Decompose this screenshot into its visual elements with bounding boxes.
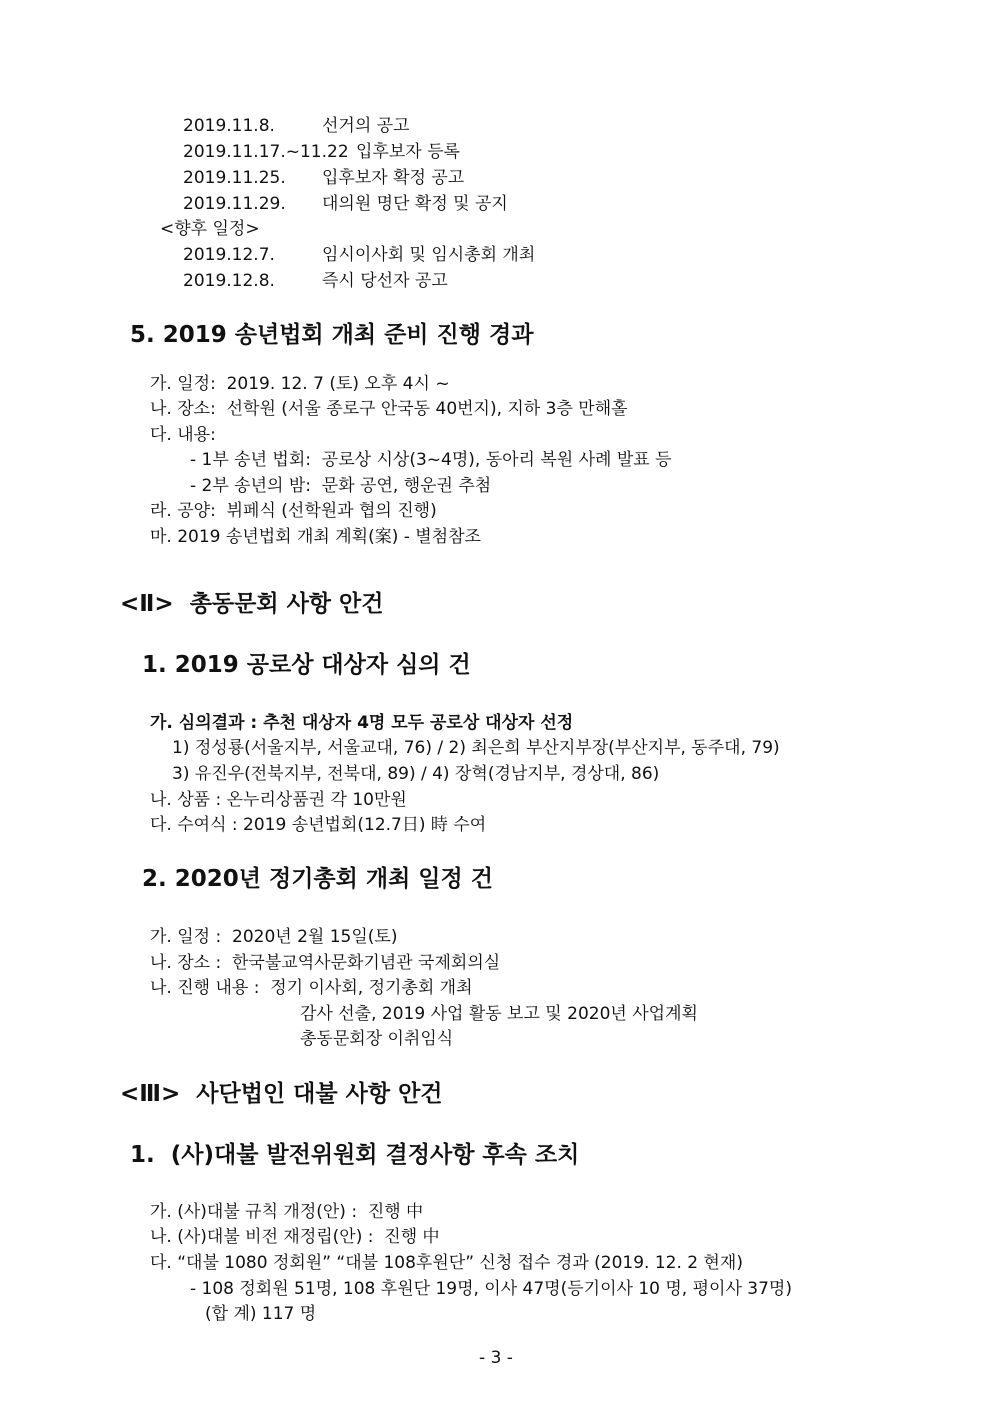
list-item: 나. (사)대불 비전 재정립(안) : 진행 中 (150, 1227, 440, 1247)
schedule-date: 2019.11.17.~11.22 (183, 142, 349, 162)
list-item: 나. 진행 내용 : 정기 이사회, 정기총회 개최 (150, 978, 473, 998)
list-item: 마. 2019 송년법회 개최 계획(案) - 별첨참조 (150, 527, 481, 547)
list-item: 나. 상품 : 온누리상품권 각 10만원 (150, 790, 407, 810)
schedule-desc: 선거의 공고 (322, 116, 410, 136)
list-item: 라. 공양: 뷔페식 (선학원과 협의 진행) (150, 501, 437, 521)
list-subitem: (합 계) 117 명 (205, 1304, 317, 1324)
list-item: 다. “대불 1080 정회원” “대불 108후원단” 신청 접수 경과 (2019. 12. 2 현재) (150, 1253, 743, 1273)
schedule-desc: 즉시 당선자 공고 (322, 271, 448, 291)
schedule-desc: 대의원 명단 확정 및 공지 (322, 194, 508, 214)
schedule-date: 2019.11.29. (183, 194, 286, 214)
section-heading: 2. 2020년 정기총회 개최 일정 건 (142, 866, 493, 892)
list-subitem: 1) 정성룡(서울지부, 서울교대, 76) / 2) 최은희 부산지부장(부산지부, 동주대, 79) (172, 738, 780, 758)
list-item: 다. 내용: (150, 425, 216, 445)
part-heading: <Ⅲ> 사단법인 대불 사항 안건 (120, 1081, 443, 1107)
part-heading: <Ⅱ> 총동문회 사항 안건 (120, 591, 384, 617)
list-subitem: - 1부 송년 법회: 공로상 시상(3~4명), 동아리 복원 사례 발표 등 (190, 450, 672, 470)
list-subitem: 총동문회장 이취임식 (300, 1029, 454, 1049)
schedule-date: 2019.12.8. (183, 271, 275, 291)
future-schedule-label: <향후 일정> (160, 219, 260, 239)
schedule-date: 2019.11.8. (183, 116, 275, 136)
list-item: 가. 일정 : 2020년 2월 15일(토) (150, 927, 398, 947)
schedule-desc: 임시이사회 및 임시총회 개최 (322, 245, 536, 265)
list-item: 다. 수여식 : 2019 송년법회(12.7日) 時 수여 (150, 815, 487, 835)
list-item: 가. (사)대불 규칙 개정(안) : 진행 中 (150, 1202, 424, 1222)
section-heading: 1. (사)대불 발전위원회 결정사항 후속 조치 (130, 1142, 580, 1168)
schedule-desc: 입후보자 확정 공고 (322, 168, 465, 188)
list-item: 나. 장소 : 한국불교역사문화기념관 국제회의실 (150, 953, 501, 973)
section-heading: 1. 2019 공로상 대상자 심의 건 (142, 652, 471, 678)
list-subitem: - 2부 송년의 밤: 문화 공연, 행운권 추첨 (190, 476, 492, 496)
list-item: 나. 장소: 선학원 (서울 종로구 안국동 40번지), 지하 3층 만해홀 (150, 399, 628, 419)
schedule-date: 2019.12.7. (183, 245, 275, 265)
list-subitem: - 108 정회원 51명, 108 후원단 19명, 이사 47명(등기이사 10 명, 평이사 37명) (190, 1279, 792, 1299)
list-subitem: 3) 유진우(전북지부, 전북대, 89) / 4) 장혁(경남지부, 경상대, 86) (172, 764, 660, 784)
schedule-desc: 입후보자 등록 (356, 142, 460, 162)
list-item: 가. 일정: 2019. 12. 7 (토) 오후 4시 ~ (150, 374, 450, 394)
section-heading: 5. 2019 송년법회 개최 준비 진행 경과 (130, 322, 534, 348)
review-result: 가. 심의결과 : 추천 대상자 4명 모두 공로상 대상자 선정 (150, 713, 574, 733)
schedule-date: 2019.11.25. (183, 168, 286, 188)
list-subitem: 감사 선출, 2019 사업 활동 보고 및 2020년 사업계획 (300, 1004, 698, 1024)
page-number: - 3 - (479, 1348, 513, 1368)
